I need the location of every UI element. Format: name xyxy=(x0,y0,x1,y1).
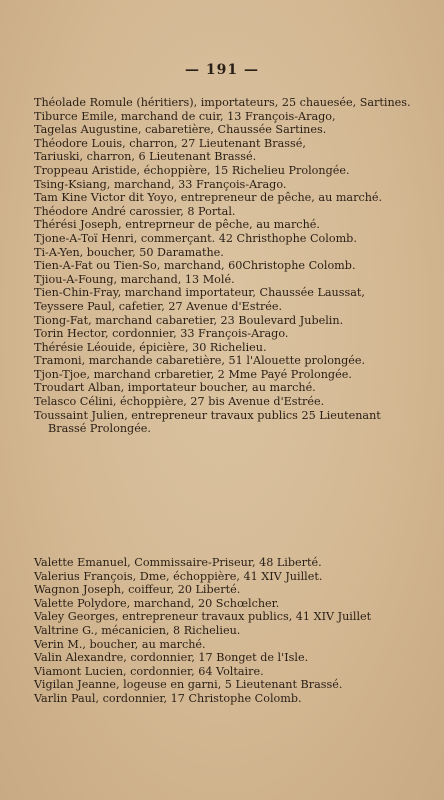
directory-entry: Théodore André carossier, 8 Portal. xyxy=(34,204,236,218)
directory-entry: Tiong-Fat, marchand cabaretier, 23 Boulevard Jubelin. xyxy=(34,313,344,327)
directory-entry: Verin M., boucher, au marché. xyxy=(34,637,206,651)
directory-entry: Toussaint Julien, entrepreneur travaux publics 25 Lieutenant Brassé Prolongée. xyxy=(34,408,381,436)
directory-entry: Tagelas Augustine, cabaretière, Chaussée Sartines. xyxy=(34,123,327,137)
page-number: — 191 — xyxy=(185,62,259,78)
directory-entry: Valette Emanuel, Commissaire-Priseur, 48 Liberté. xyxy=(34,556,322,569)
directory-entry: Tiburce Emile, marchand de cuir, 13 François-Arago, xyxy=(34,109,336,123)
directory-entry: Varlin Paul, cordonnier, 17 Christophe Colomb. xyxy=(34,691,302,705)
directory-entry: Tam Kine Victor dit Yoyo, entrepreneur de pêche, au marché. xyxy=(34,191,383,205)
directory-entry: Valerius François, Dme, échoppière, 41 XIV Juillet. xyxy=(34,569,323,583)
directory-entry: Théodore Louis, charron, 27 Lieutenant Brassé, xyxy=(34,136,306,150)
directory-entry: Valin Alexandre, cordonnier, 17 Bonget de l'Isle. xyxy=(34,651,309,665)
directory-entry: Torin Hector, cordonnier, 33 François-Arago. xyxy=(34,327,289,341)
directory-entry: Valtrine G., mécanicien, 8 Richelieu. xyxy=(34,623,241,637)
directory-entry: Vigilan Jeanne, logeuse en garni, 5 Lieutenant Brassé. xyxy=(34,678,343,692)
directory-entry: Théolade Romule (héritiers), importateurs, 25 chauesée, Sartines. xyxy=(34,96,411,109)
directory-section-t xyxy=(34,96,418,436)
directory-entry: Ti-A-Yen, boucher, 50 Daramathe. xyxy=(34,245,224,259)
directory-entry: Thérési Joseph, entreprneur de pêche, au marché. xyxy=(34,218,320,232)
directory-entry: Viamont Lucien, cordonnier, 64 Voltaire. xyxy=(34,664,264,678)
directory-entry: Wagnon Joseph, coiffeur, 20 Liberté. xyxy=(34,583,241,597)
directory-entry: Tsing-Ksiang, marchand, 33 François-Arago. xyxy=(34,177,287,191)
directory-entry: Tariuski, charron, 6 Lieutenant Brassé. xyxy=(34,150,257,164)
directory-entry: Troppeau Aristide, échoppière, 15 Richelieu Prolongée. xyxy=(34,163,350,177)
directory-entry: Tien-Chin-Fray, marchand importateur, Chaussée Laussat, xyxy=(34,286,365,300)
directory-entry: Tramoni, marchande cabaretière, 51 l'Alouette prolongée. xyxy=(34,354,366,368)
directory-entry: Valey Georges, entrepreneur travaux publics, 41 XIV Juillet xyxy=(34,610,372,624)
directory-entry: Tien-A-Fat ou Tien-So, marchand, 60Christophe Colomb. xyxy=(34,259,356,273)
directory-entry: Valette Polydore, marchand, 20 Schœlcher. xyxy=(34,596,280,610)
directory-section-v xyxy=(34,556,418,706)
directory-entry: Teyssere Paul, cafetier, 27 Avenue d'Estrée. xyxy=(34,299,283,313)
directory-entry: Tjon-Tjoe, marchand crbaretier, 2 Mme Payé Prolongée. xyxy=(34,367,352,381)
directory-entry: Tjone-A-Toï Henri, commerçant. 42 Christhophe Colomb. xyxy=(34,231,357,245)
directory-entry: Tjiou-A-Foung, marchand, 13 Molé. xyxy=(34,272,235,286)
directory-entry: Thérésie Léouide, épicière, 30 Richelieu. xyxy=(34,340,267,354)
directory-entry: Telasco Célini, échoppière, 27 bis Avenue d'Estrée. xyxy=(34,395,325,409)
directory-entry: Troudart Alban, importateur boucher, au marché. xyxy=(34,381,316,395)
